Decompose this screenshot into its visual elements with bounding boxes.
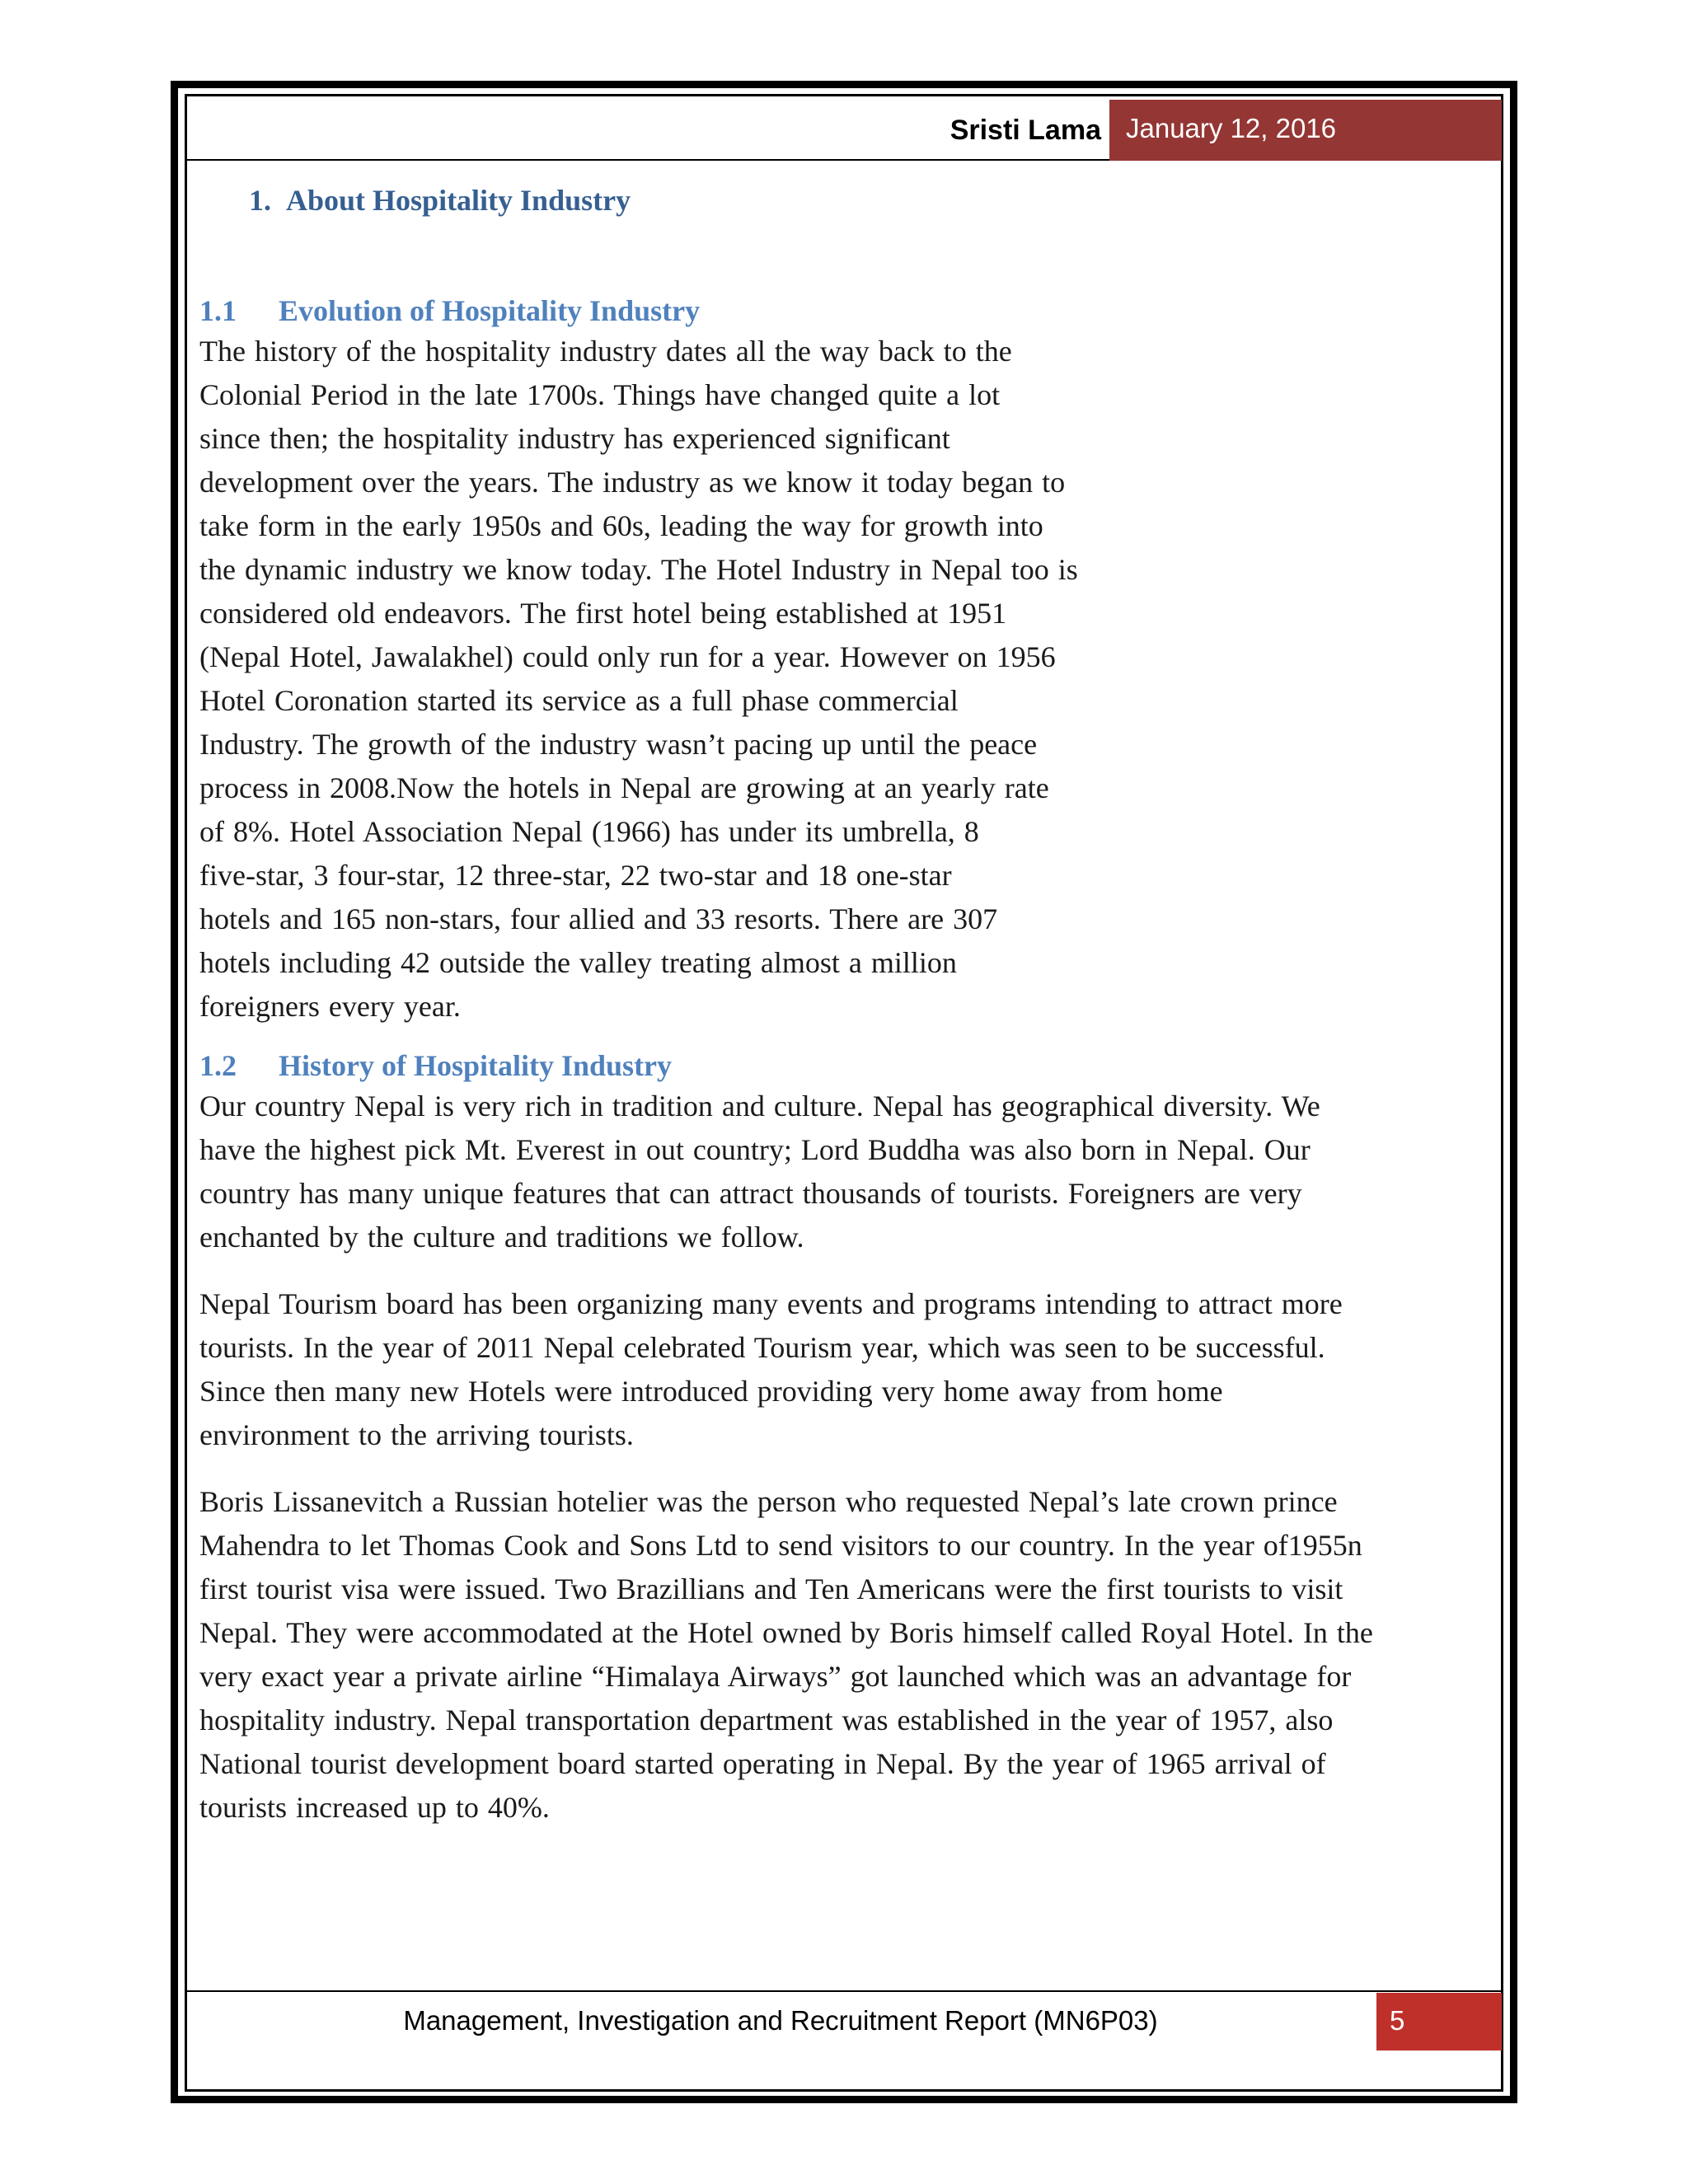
text-line: hotels including 42 outside the valley treating almost a million	[199, 946, 957, 979]
text-line: tourists. In the year of 2011 Nepal celebrated Tourism year, which was seen to be successful.	[199, 1331, 1325, 1364]
history-paragraph-2	[199, 1282, 1493, 1457]
text-line: country has many unique features that can attract thousands of tourists. Foreigners are very	[199, 1177, 1302, 1210]
section-heading-1-1	[199, 292, 1493, 330]
text-line: tourists increased up to 40%.	[199, 1791, 550, 1824]
text-line: Hotel Coronation started its service as a full phase commercial	[199, 684, 959, 717]
page-content	[199, 181, 1493, 1830]
section-title: Evolution of Hospitality Industry	[279, 294, 701, 327]
text-line: Industry. The growth of the industry wasn’t pacing up until the peace	[199, 728, 1038, 761]
text-line: foreigners every year.	[199, 990, 461, 1023]
evolution-paragraph	[199, 330, 1189, 1029]
text-line: take form in the early 1950s and 60s, leading the way for growth into	[199, 509, 1043, 542]
section-title: History of Hospitality Industry	[279, 1049, 673, 1082]
text-line: Since then many new Hotels were introduced providing very home away from home	[199, 1375, 1223, 1408]
text-line: considered old endeavors. The first hotel being established at 1951	[199, 597, 1007, 630]
text-line: Boris Lissanevitch a Russian hotelier was the person who requested Nepal’s late crown prince	[199, 1485, 1338, 1518]
text-line: development over the years. The industry as we know it today began to	[199, 466, 1066, 499]
history-paragraph-3	[199, 1480, 1493, 1830]
text-line: hotels and 165 non-stars, four allied and 33 resorts. There are 307	[199, 902, 998, 935]
section-number: 1.	[249, 184, 271, 217]
text-line: (Nepal Hotel, Jawalakhel) could only run for a year. However on 1956	[199, 640, 1056, 673]
text-line: The history of the hospitality industry dates all the way back to the	[199, 335, 1012, 368]
text-line: five-star, 3 four-star, 12 three-star, 22 two-star and 18 one-star	[199, 859, 952, 892]
text-line: since then; the hospitality industry has experienced significant	[199, 422, 950, 455]
text-line: environment to the arriving tourists.	[199, 1418, 634, 1451]
section-number: 1.1	[199, 294, 237, 327]
text-line: the dynamic industry we know today. The Hotel Industry in Nepal too is	[199, 553, 1078, 586]
text-line: enchanted by the culture and traditions we follow.	[199, 1221, 804, 1254]
history-paragraph-1	[199, 1085, 1493, 1259]
header-author: Sristi Lama	[950, 115, 1101, 146]
text-line: National tourist development board started operating in Nepal. By the year of 1965 arrival of	[199, 1747, 1326, 1780]
header-divider	[187, 159, 1109, 161]
page-number: 5	[1376, 1993, 1502, 2050]
text-line: first tourist visa were issued. Two Brazillians and Ten Americans were the first tourists to visit	[199, 1572, 1343, 1605]
text-line: Nepal Tourism board has been organizing many events and programs intending to attract more	[199, 1287, 1343, 1320]
text-line: Our country Nepal is very rich in tradition and culture. Nepal has geographical diversity. We	[199, 1090, 1320, 1122]
section-number: 1.2	[199, 1049, 237, 1082]
text-line: of 8%. Hotel Association Nepal (1966) has under its umbrella, 8	[199, 815, 979, 848]
text-line: hospitality industry. Nepal transportation department was established in the year of 1957, also	[199, 1704, 1334, 1736]
text-line: process in 2008.Now the hotels in Nepal are growing at an yearly rate	[199, 771, 1049, 804]
text-line: Colonial Period in the late 1700s. Things have changed quite a lot	[199, 378, 1001, 411]
footer-report-title: Management, Investigation and Recruitment Report (MN6P03)	[403, 2005, 1158, 2036]
text-line: Mahendra to let Thomas Cook and Sons Ltd to send visitors to our country. In the year of1955n	[199, 1529, 1362, 1562]
section-title: About Hospitality Industry	[286, 184, 631, 217]
text-line: Nepal. They were accommodated at the Hotel owned by Boris himself called Royal Hotel. In the	[199, 1616, 1373, 1649]
section-heading-1-2	[199, 1047, 1493, 1085]
header-date: January 12, 2016	[1109, 100, 1502, 161]
footer-divider	[187, 1990, 1503, 1992]
text-line: very exact year a private airline “Himalaya Airways” got launched which was an advantage for	[199, 1660, 1352, 1693]
text-line: have the highest pick Mt. Everest in out country; Lord Buddha was also born in Nepal. Our	[199, 1133, 1311, 1166]
section-heading-1	[249, 181, 1493, 219]
